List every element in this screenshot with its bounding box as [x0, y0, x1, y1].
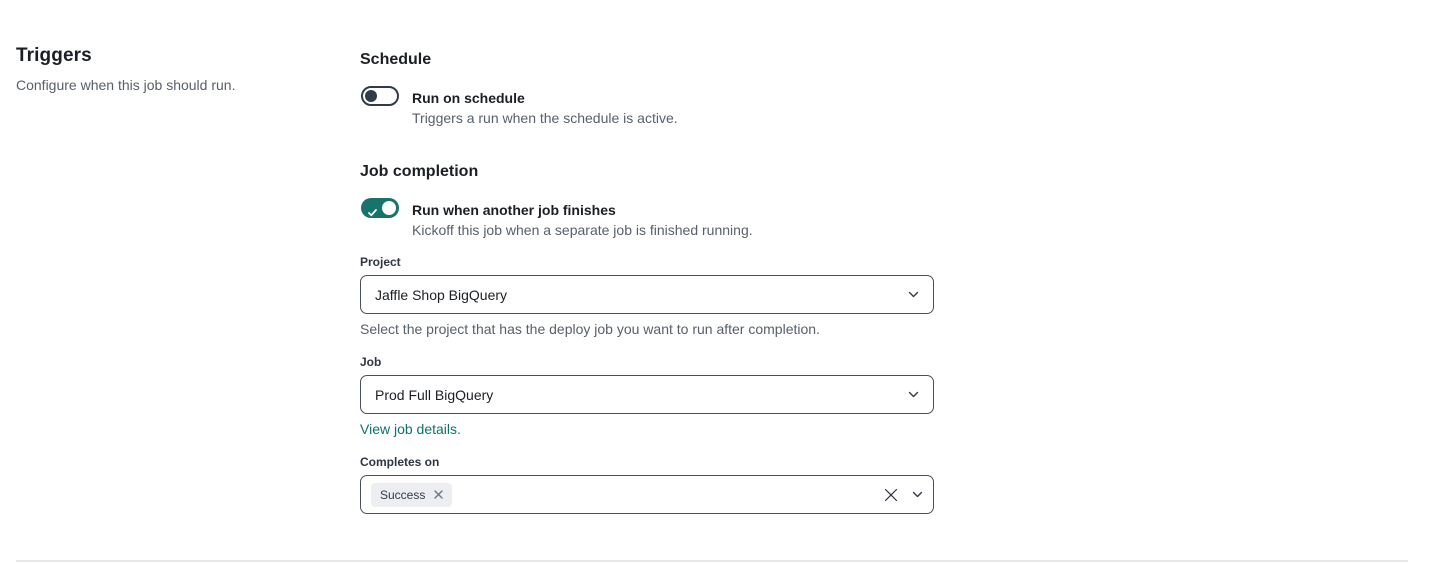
- project-helper-text: Select the project that has the deploy job you want to run after completion.: [360, 321, 820, 337]
- chevron-down-icon: [912, 491, 923, 498]
- remove-tag-icon[interactable]: [434, 490, 443, 499]
- run-when-another-job-finishes-description: Kickoff this job when a separate job is finished running.: [412, 222, 753, 238]
- job-select-value: Prod Full BigQuery: [375, 386, 494, 403]
- success-tag-label: Success: [380, 487, 426, 502]
- schedule-section-heading: Schedule: [360, 51, 432, 68]
- section-divider: [16, 560, 1408, 562]
- check-icon: [368, 204, 377, 222]
- clear-selection-icon[interactable]: [884, 488, 898, 502]
- job-field-label: Job: [360, 355, 382, 369]
- project-field-label: Project: [360, 255, 401, 269]
- run-when-another-job-finishes-toggle[interactable]: [361, 198, 399, 218]
- completes-on-field-label: Completes on: [360, 455, 440, 469]
- run-on-schedule-label: Run on schedule: [412, 90, 525, 106]
- completes-on-multiselect[interactable]: [360, 475, 934, 514]
- view-job-details-link[interactable]: View job details.: [360, 421, 461, 437]
- job-select[interactable]: [360, 375, 934, 414]
- success-tag: [371, 483, 452, 507]
- page-subtitle: Configure when this job should run.: [16, 77, 236, 93]
- project-select-value: Jaffle Shop BigQuery: [375, 286, 508, 303]
- toggle-knob: [365, 90, 377, 102]
- chevron-down-icon: [908, 391, 919, 398]
- run-on-schedule-toggle[interactable]: [361, 86, 399, 106]
- job-completion-section-heading: Job completion: [360, 163, 479, 180]
- page-title: Triggers: [16, 45, 92, 66]
- run-when-another-job-finishes-label: Run when another job finishes: [412, 202, 616, 218]
- chevron-down-icon: [908, 291, 919, 298]
- run-on-schedule-description: Triggers a run when the schedule is active.: [412, 110, 678, 126]
- project-select[interactable]: [360, 275, 934, 314]
- toggle-knob: [382, 201, 396, 215]
